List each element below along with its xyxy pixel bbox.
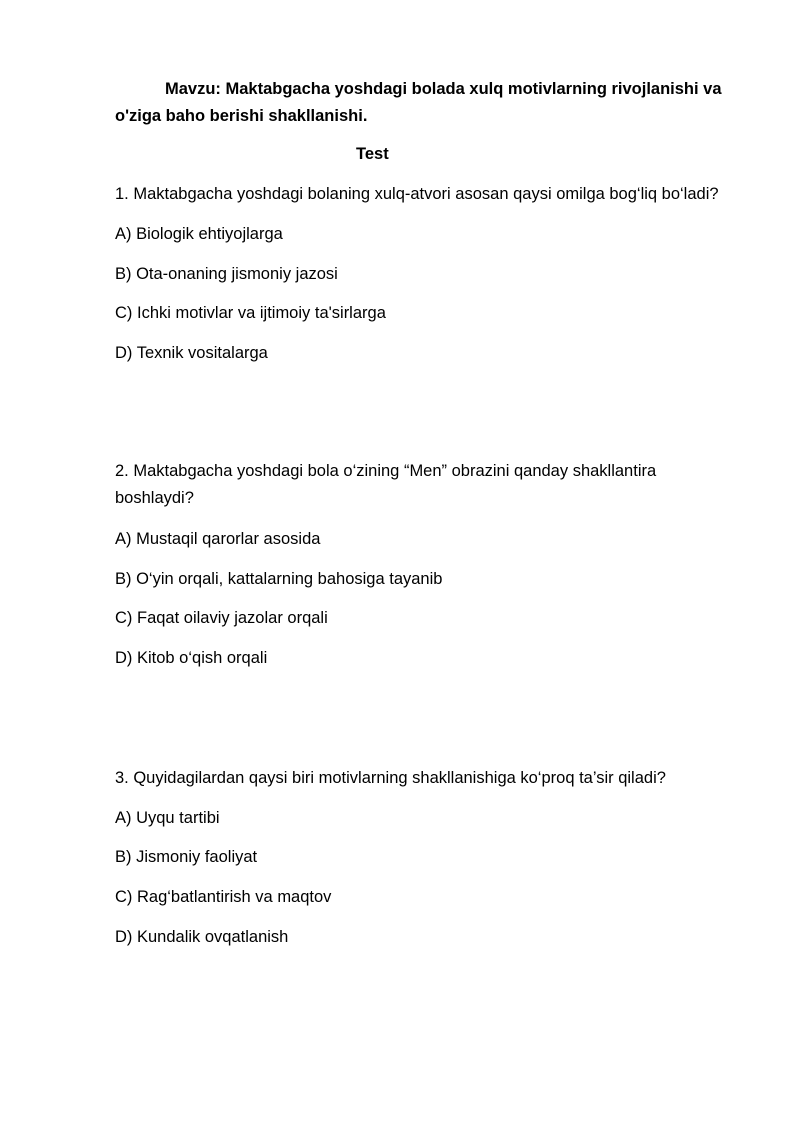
question-3-option-a: A) Uyqu tartibi [115, 809, 220, 827]
question-2-option-b: B) O‘yin orqali, kattalarning bahosiga tayanib [115, 570, 443, 588]
question-2-option-c: C) Faqat oilaviy jazolar orqali [115, 609, 328, 627]
question-1-option-c: C) Ichki motivlar va ijtimoiy ta'sirlarga [115, 304, 386, 322]
question-2-option-d: D) Kitob o‘qish orqali [115, 649, 268, 667]
question-3-text: 3. Quyidagilardan qaysi biri motivlarning shakllanishiga ko‘proq ta’sir qiladi? [115, 769, 666, 787]
question-1-option-d: D) Texnik vositalarga [115, 344, 268, 362]
question-3-option-c: C) Rag‘batlantirish va maqtov [115, 888, 332, 906]
test-heading: Test [356, 145, 389, 163]
question-3-option-d: D) Kundalik ovqatlanish [115, 928, 289, 946]
question-1-text: 1. Maktabgacha yoshdagi bolaning xulq-atvori asosan qaysi omilga bog‘liq bo‘ladi? [115, 185, 719, 203]
question-2-option-a: A) Mustaqil qarorlar asosida [115, 530, 321, 548]
question-1-option-b: B) Ota-onaning jismoniy jazosi [115, 265, 338, 283]
question-1-option-a: A) Biologik ehtiyojlarga [115, 225, 283, 243]
question-3-option-b: B) Jismoniy faoliyat [115, 848, 258, 866]
document-title: Mavzu: Maktabgacha yoshdagi bolada xulq motivlarning rivojlanishi va o'ziga baho berishi shakllanishi. [115, 80, 722, 125]
question-2-text: 2. Maktabgacha yoshdagi bola o‘zining “Men” obrazini qanday shakllantira boshlaydi? [115, 462, 657, 507]
